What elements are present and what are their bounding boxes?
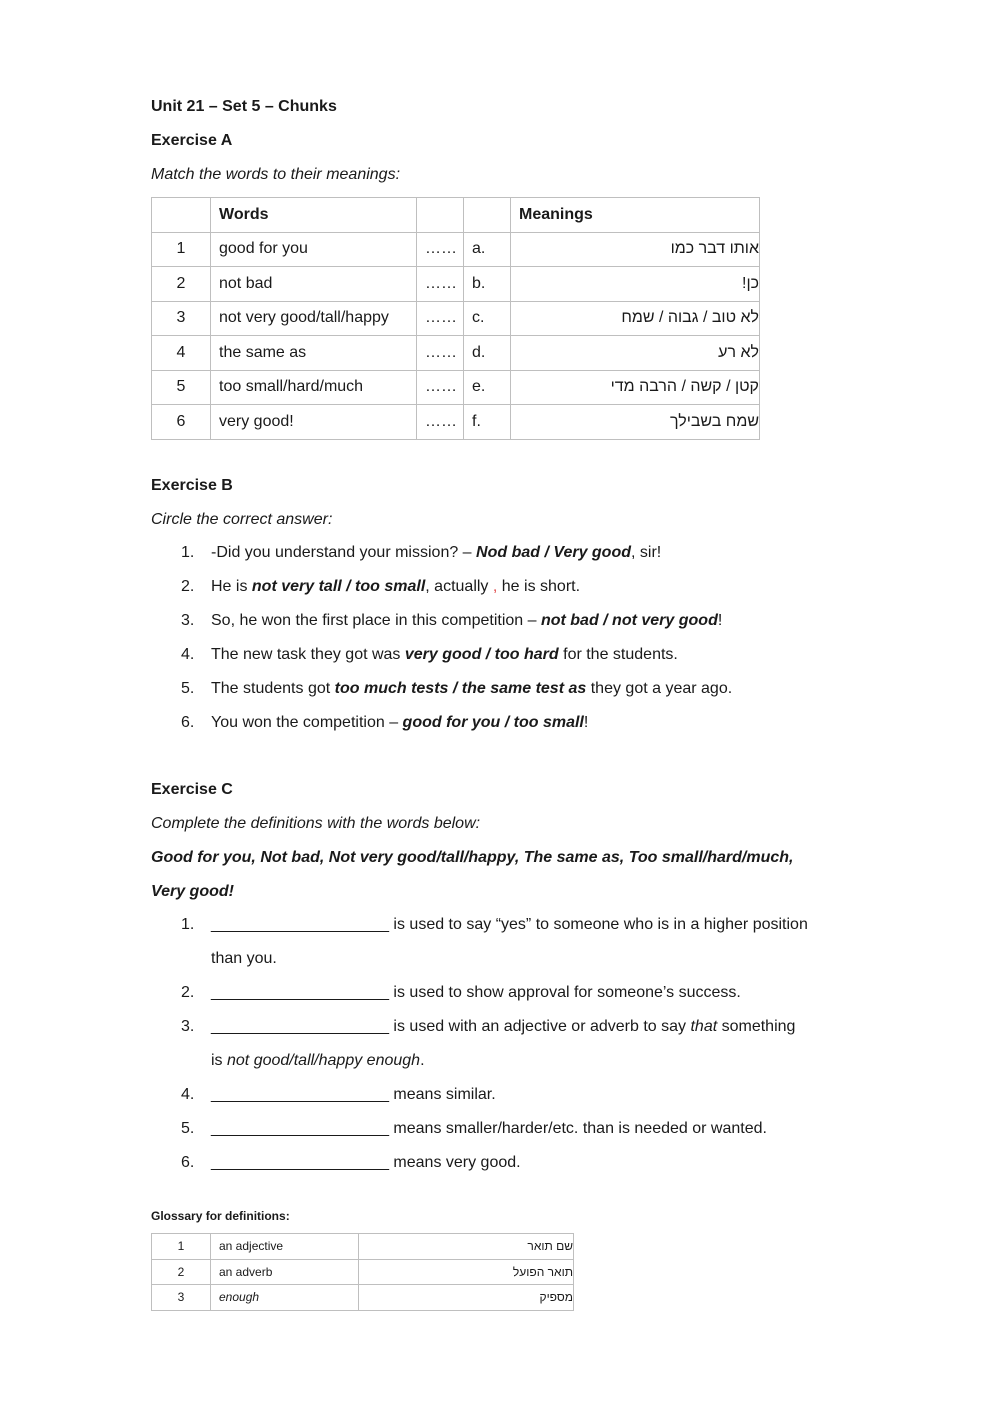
exercise-c-heading: Exercise C — [151, 781, 233, 798]
answer-blank[interactable]: …… — [417, 267, 464, 302]
meaning-text: שם תואר — [527, 1239, 573, 1254]
list-item — [151, 908, 808, 942]
meaning-cell — [511, 301, 760, 336]
table-row — [152, 267, 760, 302]
item-text: ! — [717, 612, 723, 629]
item-text: means smaller/harder/etc. than is needed or wanted. — [388, 1120, 767, 1137]
meaning-cell — [359, 1234, 574, 1260]
list-item — [151, 1010, 808, 1044]
matching-table — [151, 197, 760, 440]
row-number: 3 — [152, 301, 211, 336]
meaning-cell — [511, 336, 760, 371]
meaning-cell — [359, 1285, 574, 1311]
answer-blank[interactable]: …… — [417, 336, 464, 371]
exercise-a-instruction: Match the words to their meanings: — [151, 166, 401, 183]
header-cell-empty — [464, 198, 511, 233]
word-cell: not very good/tall/happy — [211, 301, 417, 336]
row-number: 6 — [152, 405, 211, 440]
header-meanings: Meanings — [511, 198, 760, 233]
glossary-heading: Glossary for definitions: — [151, 1209, 290, 1223]
answer-blank[interactable]: …… — [417, 405, 464, 440]
exercise-c-instruction: Complete the definitions with the words below: — [151, 815, 481, 832]
item-number: 2. — [181, 578, 195, 595]
item-text: He is — [211, 578, 252, 595]
fill-blank[interactable]: ____________________ — [211, 984, 389, 1001]
list-item — [151, 570, 732, 604]
item-text: means similar. — [388, 1086, 496, 1103]
meaning-cell — [359, 1259, 574, 1285]
item-text: is — [211, 1052, 227, 1069]
item-text: is used with an adjective or adverb to say — [388, 1018, 691, 1035]
list-item-continuation — [151, 942, 808, 976]
list-item-continuation — [151, 1044, 808, 1078]
meaning-text: לא טוב / גבוה / שמח — [621, 309, 759, 327]
word-cell: not bad — [211, 267, 417, 302]
table-row — [152, 336, 760, 371]
item-text: , actually — [425, 578, 493, 595]
item-text: he is short. — [497, 578, 581, 595]
fill-blank[interactable]: ____________________ — [211, 1154, 389, 1171]
answer-blank[interactable]: …… — [417, 370, 464, 405]
item-number: 6. — [181, 714, 195, 731]
item-text-italic: that — [690, 1018, 718, 1035]
word-cell: good for you — [211, 232, 417, 267]
word-bank-line-2: Very good! — [151, 883, 234, 900]
meaning-text: כן! — [742, 274, 759, 292]
word-cell: very good! — [211, 405, 417, 440]
header-words: Words — [211, 198, 417, 233]
row-number: 3 — [152, 1285, 211, 1311]
item-text: for the students. — [558, 646, 678, 663]
item-text: . — [420, 1052, 425, 1069]
meaning-letter: b. — [464, 267, 511, 302]
answer-blank[interactable]: …… — [417, 232, 464, 267]
item-number: 2. — [181, 984, 195, 1001]
row-number: 2 — [152, 1259, 211, 1285]
item-text: than you. — [211, 950, 277, 967]
list-item — [151, 536, 732, 570]
item-number: 4. — [181, 646, 195, 663]
item-text: they got a year ago. — [586, 680, 733, 697]
exercise-c-list — [151, 908, 808, 1180]
row-number: 5 — [152, 370, 211, 405]
list-item — [151, 706, 732, 740]
meaning-text: אותו דבר כמו — [670, 240, 759, 258]
item-number: 4. — [181, 1086, 195, 1103]
answer-blank[interactable]: …… — [417, 301, 464, 336]
item-text-italic: not good/tall/happy enough — [227, 1052, 421, 1069]
word-cell: the same as — [211, 336, 417, 371]
glossary-table — [151, 1233, 574, 1311]
meaning-cell — [511, 405, 760, 440]
answer-choice[interactable]: Nod bad / Very good — [476, 544, 631, 561]
header-cell-empty — [417, 198, 464, 233]
meaning-letter: f. — [464, 405, 511, 440]
fill-blank[interactable]: ____________________ — [211, 1018, 389, 1035]
item-number: 1. — [181, 544, 195, 561]
list-item — [151, 976, 808, 1010]
word-cell: too small/hard/much — [211, 370, 417, 405]
table-row — [152, 301, 760, 336]
meaning-cell — [511, 267, 760, 302]
item-number: 1. — [181, 916, 195, 933]
exercise-b-list — [151, 536, 732, 740]
red-comma: , — [492, 578, 498, 595]
table-header-row — [152, 198, 760, 233]
meaning-text: תואר הפועל — [512, 1264, 573, 1279]
row-number: 1 — [152, 1234, 211, 1260]
list-item — [151, 672, 732, 706]
header-cell-empty — [152, 198, 211, 233]
exercise-a-heading: Exercise A — [151, 132, 233, 149]
table-row — [152, 1259, 574, 1285]
list-item — [151, 604, 732, 638]
meaning-letter: e. — [464, 370, 511, 405]
list-item — [151, 1112, 808, 1146]
exercise-b-instruction: Circle the correct answer: — [151, 511, 333, 528]
item-text: You won the competition – — [211, 714, 403, 731]
meaning-text: קטן / קשה / הרבה מדי — [610, 378, 759, 396]
item-text: The new task they got was — [211, 646, 405, 663]
item-text: -Did you understand your mission? – — [211, 544, 477, 561]
worksheet-title: Unit 21 – Set 5 – Chunks — [151, 98, 337, 115]
meaning-letter: a. — [464, 232, 511, 267]
table-row — [152, 370, 760, 405]
answer-choice[interactable]: not bad / not very good — [540, 612, 718, 629]
item-text: The students got — [211, 680, 335, 697]
answer-choice[interactable]: not very tall / too small — [251, 578, 426, 595]
item-number: 5. — [181, 680, 195, 697]
fill-blank[interactable]: ____________________ — [211, 1086, 389, 1103]
word-cell: an adverb — [211, 1259, 359, 1285]
list-item — [151, 638, 732, 672]
meaning-text: לא רע — [718, 343, 759, 361]
meaning-text: שמח בשבילך — [669, 412, 759, 430]
answer-choice[interactable]: too much tests / the same test as — [334, 680, 587, 697]
list-item — [151, 1078, 808, 1112]
row-number: 2 — [152, 267, 211, 302]
meaning-letter: c. — [464, 301, 511, 336]
item-text: , sir! — [631, 544, 662, 561]
item-text: something — [717, 1018, 796, 1035]
table-row — [152, 232, 760, 267]
item-number: 5. — [181, 1120, 195, 1137]
list-item — [151, 1146, 808, 1180]
table-row — [152, 1234, 574, 1260]
word-cell: an adjective — [211, 1234, 359, 1260]
meaning-cell — [511, 370, 760, 405]
exercise-b-heading: Exercise B — [151, 477, 233, 494]
table-row — [152, 405, 760, 440]
item-number: 3. — [181, 612, 195, 629]
item-number: 6. — [181, 1154, 195, 1171]
meaning-letter: d. — [464, 336, 511, 371]
word-cell: enough — [211, 1285, 359, 1311]
word-bank-line-1: Good for you, Not bad, Not very good/tall/happy, The same as, Too small/hard/much, — [151, 849, 794, 866]
fill-blank[interactable]: ____________________ — [211, 1120, 389, 1137]
item-text: is used to say “yes” to someone who is in a higher position — [388, 916, 808, 933]
item-number: 3. — [181, 1018, 195, 1035]
fill-blank[interactable]: ____________________ — [211, 916, 389, 933]
answer-choice[interactable]: very good / too hard — [404, 646, 559, 663]
item-text: means very good. — [388, 1154, 521, 1171]
item-text: is used to show approval for someone’s success. — [388, 984, 741, 1001]
item-text: So, he won the first place in this competition – — [211, 612, 541, 629]
meaning-text: מספיק — [539, 1290, 573, 1305]
row-number: 4 — [152, 336, 211, 371]
meaning-cell — [511, 232, 760, 267]
answer-choice[interactable]: good for you / too small — [402, 714, 584, 731]
row-number: 1 — [152, 232, 211, 267]
table-row — [152, 1285, 574, 1311]
item-text: ! — [583, 714, 589, 731]
